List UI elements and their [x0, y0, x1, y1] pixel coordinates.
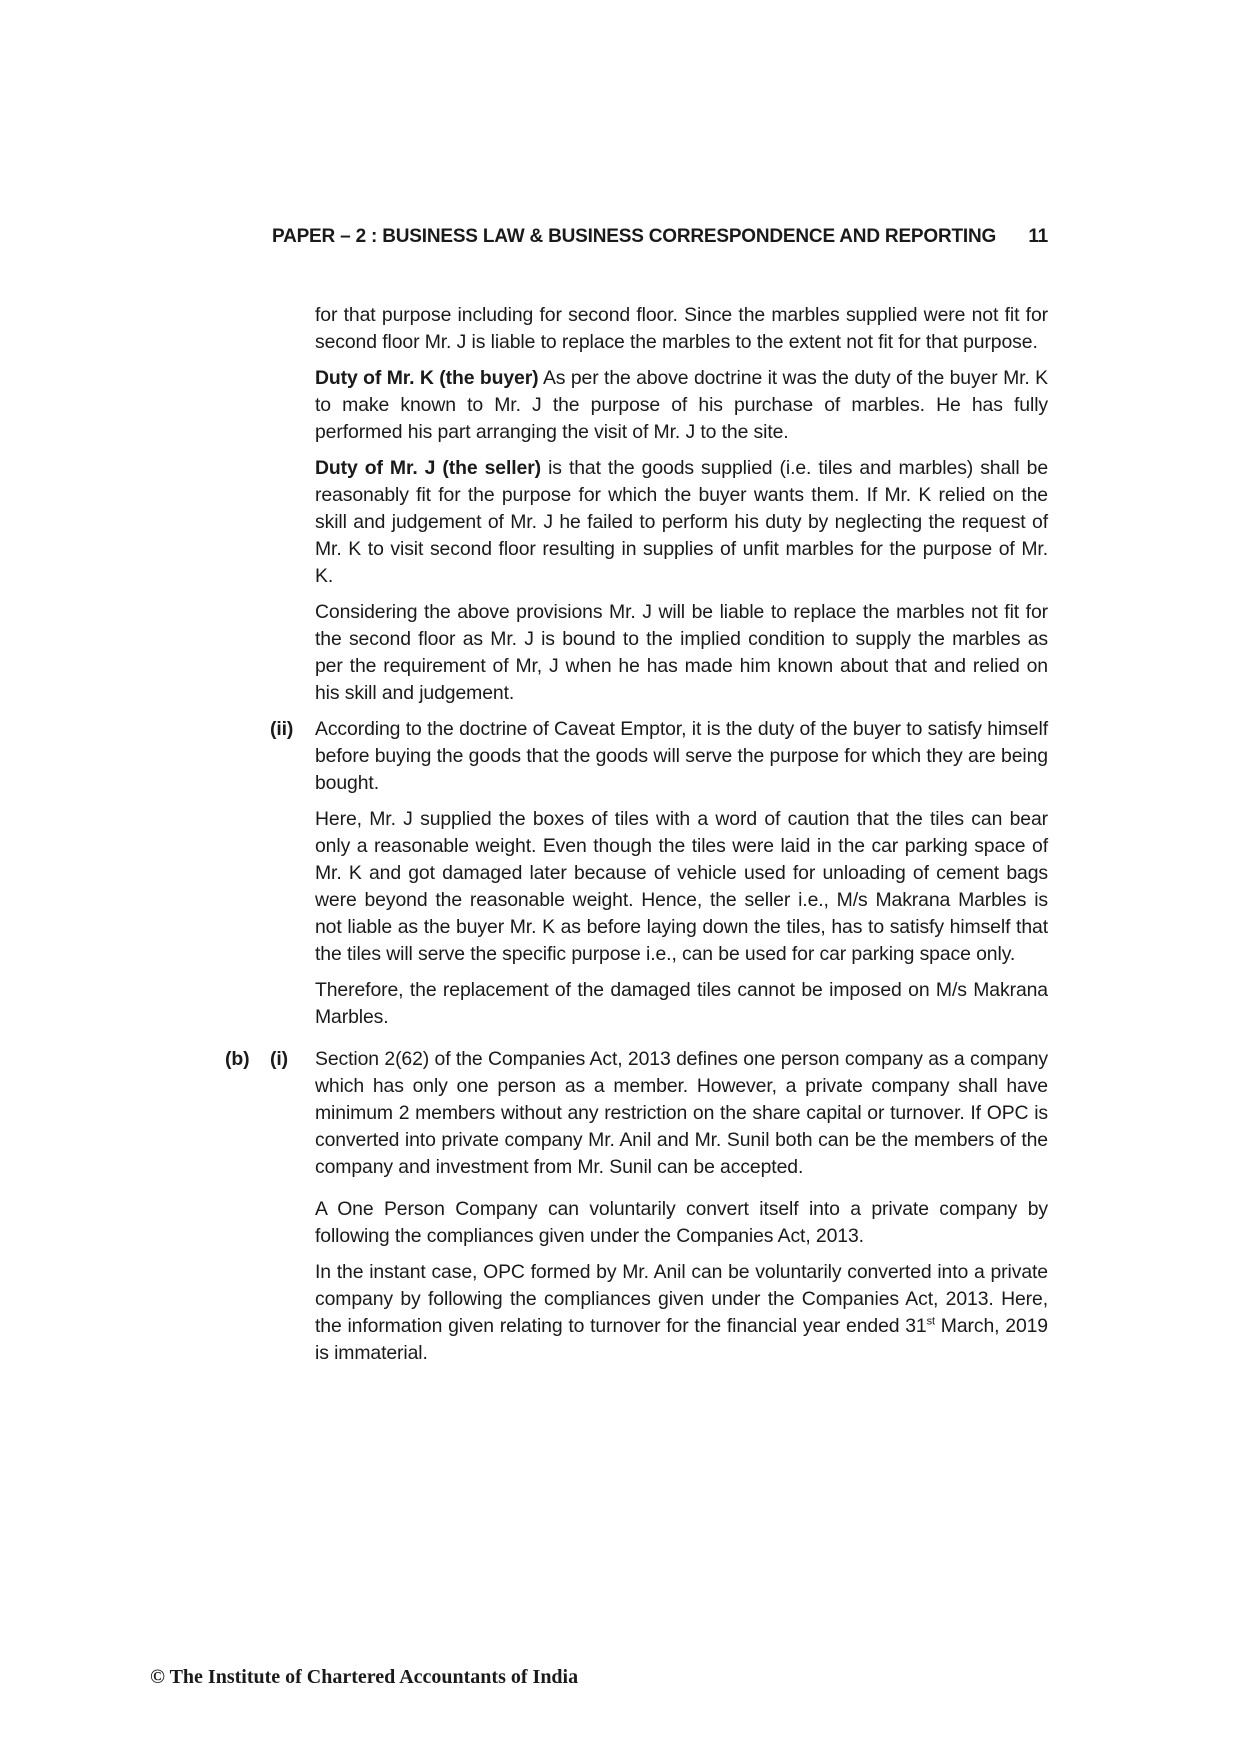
paper-title: PAPER – 2 : BUSINESS LAW & BUSINESS CORRESPONDENCE AND REPORTING	[272, 226, 997, 247]
caveat-emptor-text: According to the doctrine of Caveat Emptor, it is the duty of the buyer to satisfy himself before buying the goods that the goods will serve the purpose for which they are being bought.	[315, 718, 1048, 794]
paragraph-instant-case	[315, 1259, 1048, 1367]
opc-definition-text: Section 2(62) of the Companies Act, 2013 defines one person company as a company which has only one person as a member. However, a private company shall have minimum 2 members without any restriction on the share capital or turnover. If OPC is converted into private company Mr. Anil and Mr. Sunil both can be the members of the company and investment from Mr. Sunil can be accepted.	[315, 1048, 1048, 1178]
page-body	[225, 302, 1048, 1376]
duty-seller-heading: Duty of Mr. J (the seller)	[315, 457, 542, 479]
ordinal-suffix: st	[926, 1315, 935, 1328]
paragraph-tiles: Here, Mr. J supplied the boxes of tiles with a word of caution that the tiles can bear only a reasonable weight. Even though the tiles were laid in the car parking space of Mr. K and got damaged later because of vehicle used for unloading of cement bags were beyond the reasonable weight. Hence, the seller i.e., M/s Makrana Marbles is not liable as the buyer Mr. K as before laying down the tiles, has to satisfy himself that the tiles will serve the specific purpose i.e., can be used for car parking space only.	[315, 808, 1048, 965]
duty-seller-text: is that the goods supplied (i.e. tiles and marbles) shall be reasonably fit for the purpose for which the buyer wants them. If Mr. K relied on the skill and judgement of Mr. J he failed to perform his duty by neglecting the request of Mr. K to visit second floor resulting in supplies of unfit marbles for the purpose of Mr. K.	[315, 457, 1048, 587]
paragraph-considering: Considering the above provisions Mr. J will be liable to replace the marbles not fit for the second floor as Mr. J is bound to the implied condition to supply the marbles as per the requirement of Mr, J when he has made him known about that and relied on his skill and judgement.	[315, 601, 1048, 704]
duty-buyer-text: As per the above doctrine it was the duty of the buyer Mr. K to make known to Mr. J the purpose of his purchase of marbles. He has fully performed his part arranging the visit of Mr. J to the site.	[315, 367, 1048, 443]
paragraph-purpose: for that purpose including for second floor. Since the marbles supplied were not fit for second floor Mr. J is liable to replace the marbles to the extent not fit for that purpose.	[315, 304, 1048, 353]
item-label-i: (i)	[270, 1048, 289, 1070]
item-label-b: (b)	[225, 1048, 250, 1070]
duty-buyer-heading: Duty of Mr. K (the buyer)	[315, 367, 539, 389]
paragraph-opc-conversion: A One Person Company can voluntarily convert itself into a private company by following the compliances given under the Companies Act, 2013.	[315, 1198, 1048, 1247]
item-label-ii: (ii)	[270, 718, 294, 740]
instant-case-text: In the instant case, OPC formed by Mr. Anil can be voluntarily converted into a private company by following the compliances given under the Companies Act, 2013. Here, the information given relating to turnover for the financial year ended 31	[315, 1261, 1048, 1337]
paragraph-duty-buyer	[315, 365, 1048, 446]
copyright-footer: © The Institute of Chartered Accountants of India	[150, 1666, 579, 1688]
paragraph-duty-seller	[315, 455, 1048, 590]
instant-case-end: March, 2019 is immaterial.	[315, 1315, 1048, 1364]
answer-item-ii	[225, 716, 1048, 797]
answer-item-b-i	[225, 1046, 1048, 1181]
paragraph-therefore: Therefore, the replacement of the damaged tiles cannot be imposed on M/s Makrana Marbles.	[315, 979, 1048, 1028]
page-number: 11	[1028, 226, 1048, 247]
